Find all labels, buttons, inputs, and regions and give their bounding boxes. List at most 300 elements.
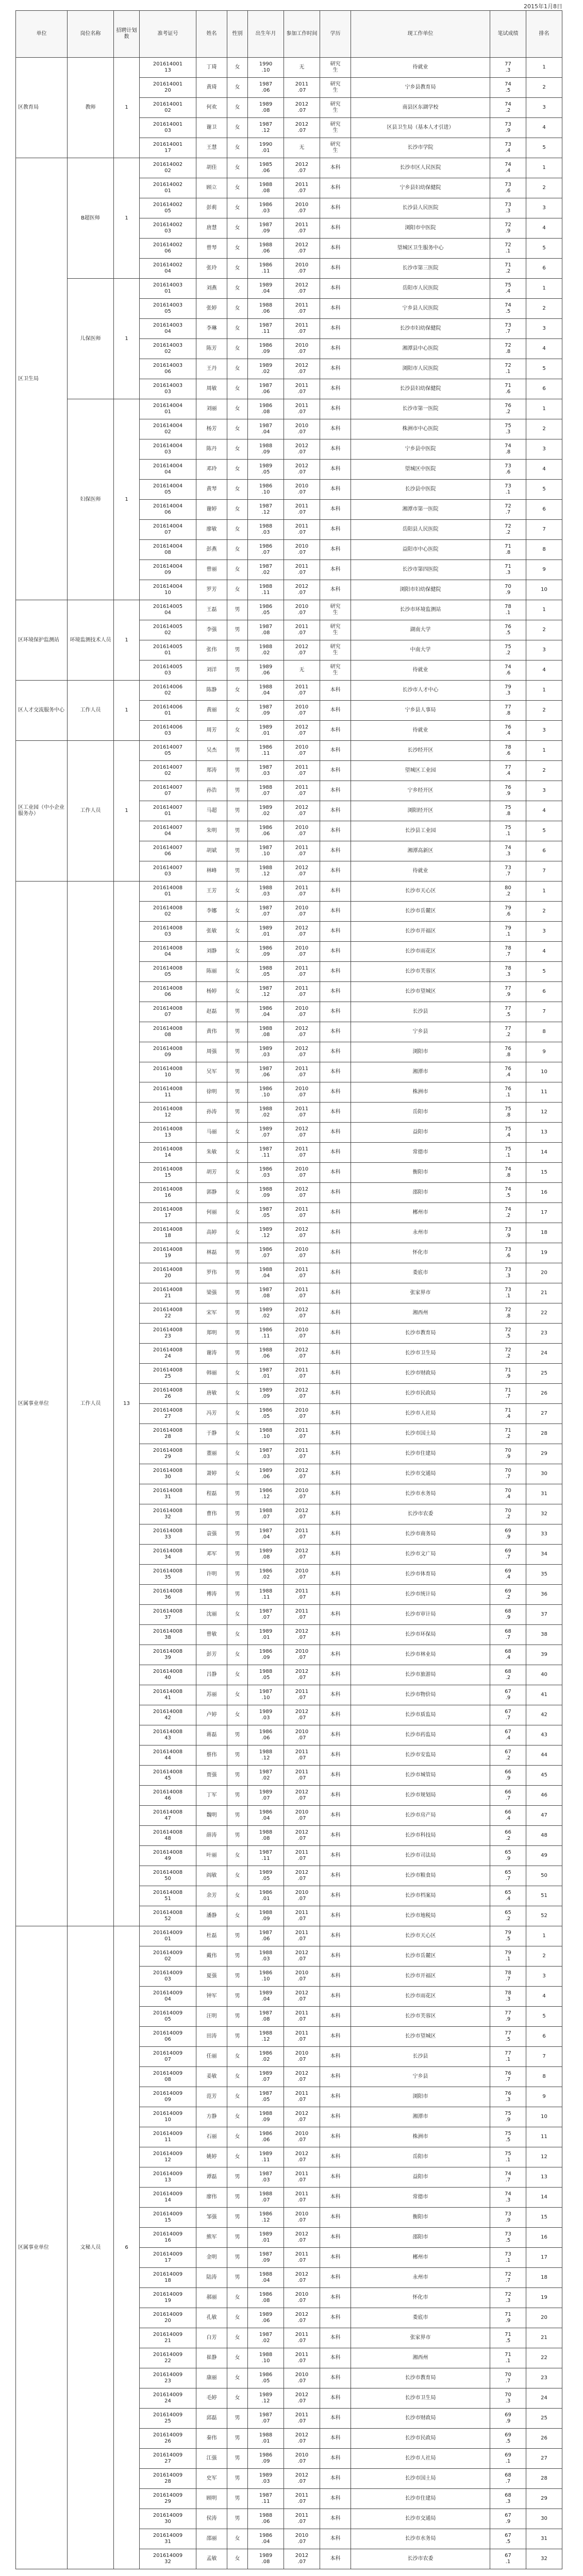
cell-exam-id: 201614008 20 bbox=[140, 1263, 196, 1283]
cell-exam-id: 201614008 15 bbox=[140, 1163, 196, 1183]
cell-birth: 1987 .11 bbox=[248, 1846, 284, 1866]
cell-gender: 女 bbox=[227, 2328, 248, 2348]
cell-education: 本科 bbox=[320, 1364, 351, 1384]
cell-rank: 1 bbox=[526, 279, 562, 299]
cell-education: 研究 生 bbox=[320, 98, 351, 118]
cell-education: 本科 bbox=[320, 239, 351, 259]
cell-name: 冯芳 bbox=[196, 1404, 227, 1424]
cell-score: 73 .9 bbox=[490, 1223, 526, 1243]
cell-employer: 待就业 bbox=[351, 721, 490, 741]
cell-birth: 1989 .06 bbox=[248, 660, 284, 681]
cell-exam-id: 201614008 42 bbox=[140, 1705, 196, 1725]
cell-exam-id: 201614003 04 bbox=[140, 319, 196, 339]
cell-birth: 1989 .02 bbox=[248, 1303, 284, 1324]
cell-score: 73 .7 bbox=[490, 319, 526, 339]
table-row bbox=[16, 1926, 562, 1946]
cell-name: 丁琦 bbox=[196, 58, 227, 78]
cell-name: 孔敏 bbox=[196, 2308, 227, 2328]
cell-work-start: 2011 .07 bbox=[284, 1926, 320, 1946]
cell-rank: 24 bbox=[526, 2388, 562, 2409]
cell-birth: 1989 .08 bbox=[248, 98, 284, 118]
cell-birth: 1986 .09 bbox=[248, 2449, 284, 2469]
cell-employer: 湘潭县中心医院 bbox=[351, 339, 490, 359]
cell-exam-id: 201614008 18 bbox=[140, 1223, 196, 1243]
cell-name: 郑明 bbox=[196, 1324, 227, 1344]
cell-gender: 女 bbox=[227, 359, 248, 379]
cell-gender: 男 bbox=[227, 2469, 248, 2489]
cell-score: 75 .1 bbox=[490, 2147, 526, 2167]
cell-unit: 区人才交流服务中心 bbox=[16, 681, 68, 741]
cell-work-start: 2011 .07 bbox=[284, 1585, 320, 1605]
cell-birth: 1987 .07 bbox=[248, 1605, 284, 1625]
cell-score: 76 .2 bbox=[490, 399, 526, 419]
cell-name: 郝丽 bbox=[196, 2288, 227, 2308]
cell-score: 67 .5 bbox=[490, 2529, 526, 2549]
cell-employer: 宁乡县教育局 bbox=[351, 78, 490, 98]
cell-employer: 长沙市地税局 bbox=[351, 1906, 490, 1926]
cell-name: 黄琴 bbox=[196, 480, 227, 500]
cell-work-start: 2012 .07 bbox=[284, 861, 320, 882]
cell-rank: 29 bbox=[526, 1444, 562, 1464]
cell-post: 教师 bbox=[68, 58, 114, 158]
cell-rank: 10 bbox=[526, 580, 562, 600]
cell-gender: 男 bbox=[227, 2449, 248, 2469]
cell-education: 本科 bbox=[320, 1906, 351, 1926]
cell-work-start: 2012 .07 bbox=[284, 1946, 320, 1967]
cell-education: 本科 bbox=[320, 1745, 351, 1766]
cell-education: 本科 bbox=[320, 540, 351, 560]
cell-rank: 22 bbox=[526, 2348, 562, 2368]
cell-name: 孙浩 bbox=[196, 781, 227, 801]
cell-gender: 女 bbox=[227, 1183, 248, 1203]
cell-work-start: 2012 .07 bbox=[284, 2228, 320, 2248]
cell-score: 71 .9 bbox=[490, 2308, 526, 2328]
cell-rank: 2 bbox=[526, 902, 562, 922]
cell-birth: 1988 .01 bbox=[248, 2429, 284, 2449]
cell-exam-id: 201614003 05 bbox=[140, 299, 196, 319]
cell-education: 本科 bbox=[320, 2489, 351, 2509]
cell-work-start: 2010 .07 bbox=[284, 540, 320, 560]
cell-employer: 长沙市国土局 bbox=[351, 2469, 490, 2489]
cell-exam-id: 201614008 28 bbox=[140, 1424, 196, 1444]
cell-rank: 37 bbox=[526, 1605, 562, 1625]
cell-birth: 1987 .06 bbox=[248, 379, 284, 399]
cell-name: 程磊 bbox=[196, 1484, 227, 1504]
cell-employer: 长沙市开福区 bbox=[351, 1967, 490, 1987]
cell-work-start: 2011 .07 bbox=[284, 2409, 320, 2429]
cell-education: 本科 bbox=[320, 1987, 351, 2007]
cell-birth: 1987 .04 bbox=[248, 419, 284, 439]
cell-gender: 女 bbox=[227, 2087, 248, 2107]
cell-gender: 男 bbox=[227, 741, 248, 761]
cell-birth: 1986 .06 bbox=[248, 2127, 284, 2147]
cell-rank: 4 bbox=[526, 1987, 562, 2007]
cell-work-start: 2012 .07 bbox=[284, 1464, 320, 1484]
cell-rank: 11 bbox=[526, 1082, 562, 1103]
cell-score: 79 .1 bbox=[490, 1946, 526, 1967]
cell-work-start: 2011 .07 bbox=[284, 781, 320, 801]
cell-score: 77 .4 bbox=[490, 761, 526, 781]
cell-plan: 1 bbox=[114, 681, 140, 741]
cell-birth: 1987 .10 bbox=[248, 1685, 284, 1705]
cell-birth: 1986 .10 bbox=[248, 480, 284, 500]
cell-education: 本科 bbox=[320, 2248, 351, 2268]
cell-employer: 望城区工业园 bbox=[351, 761, 490, 781]
cell-score: 78 .6 bbox=[490, 741, 526, 761]
cell-exam-id: 201614006 03 bbox=[140, 721, 196, 741]
cell-exam-id: 201614009 08 bbox=[140, 2067, 196, 2087]
cell-birth: 1986 .12 bbox=[248, 2208, 284, 2228]
cell-education: 本科 bbox=[320, 1424, 351, 1444]
cell-exam-id: 201614002 01 bbox=[140, 178, 196, 198]
cell-work-start: 2012 .07 bbox=[284, 1866, 320, 1886]
cell-work-start: 2012 .07 bbox=[284, 1987, 320, 2007]
cell-gender: 男 bbox=[227, 2409, 248, 2429]
cell-education: 本科 bbox=[320, 1002, 351, 1022]
cell-score: 70 .9 bbox=[490, 1444, 526, 1464]
cell-rank: 1 bbox=[526, 741, 562, 761]
cell-employer: 株洲市 bbox=[351, 2127, 490, 2147]
cell-employer: 长沙市岳麓区 bbox=[351, 1946, 490, 1967]
cell-name: 崔静 bbox=[196, 2348, 227, 2368]
cell-gender: 男 bbox=[227, 2188, 248, 2208]
cell-education: 本科 bbox=[320, 520, 351, 540]
cell-score: 77 .9 bbox=[490, 982, 526, 1002]
cell-education: 本科 bbox=[320, 982, 351, 1002]
cell-gender: 男 bbox=[227, 1967, 248, 1987]
cell-employer: 长沙市质监局 bbox=[351, 1705, 490, 1725]
cell-gender: 女 bbox=[227, 1444, 248, 1464]
cell-gender: 男 bbox=[227, 1524, 248, 1545]
cell-score: 74 .8 bbox=[490, 439, 526, 460]
cell-birth: 1987 .11 bbox=[248, 1143, 284, 1163]
cell-gender: 女 bbox=[227, 942, 248, 962]
cell-name: 张玲 bbox=[196, 259, 227, 279]
cell-name: 刘丽 bbox=[196, 399, 227, 419]
cell-birth: 1987 .06 bbox=[248, 1926, 284, 1946]
cell-work-start: 2012 .07 bbox=[284, 2147, 320, 2167]
cell-employer: 长沙市农委 bbox=[351, 2549, 490, 2569]
cell-score: 77 .9 bbox=[490, 2007, 526, 2027]
cell-rank: 31 bbox=[526, 1484, 562, 1504]
cell-score: 72 .8 bbox=[490, 1303, 526, 1324]
cell-score: 73 .6 bbox=[490, 178, 526, 198]
cell-exam-id: 201614008 43 bbox=[140, 1725, 196, 1745]
cell-work-start: 2010 .07 bbox=[284, 339, 320, 359]
cell-score: 70 .7 bbox=[490, 1464, 526, 1484]
cell-education: 本科 bbox=[320, 339, 351, 359]
cell-name: 薛涛 bbox=[196, 1826, 227, 1846]
cell-score: 74 .7 bbox=[490, 2167, 526, 2188]
cell-work-start: 2010 .07 bbox=[284, 2449, 320, 2469]
cell-birth: 1988 .03 bbox=[248, 1946, 284, 1967]
cell-education: 本科 bbox=[320, 882, 351, 902]
cell-exam-id: 201614008 27 bbox=[140, 1404, 196, 1424]
cell-birth: 1989 .05 bbox=[248, 1866, 284, 1886]
cell-education: 本科 bbox=[320, 902, 351, 922]
cell-name: 顾立 bbox=[196, 178, 227, 198]
cell-score: 65 .7 bbox=[490, 1866, 526, 1886]
cell-score: 77 .5 bbox=[490, 2027, 526, 2047]
cell-birth: 1988 .08 bbox=[248, 1826, 284, 1846]
col-header-post: 岗位名称 bbox=[68, 11, 114, 58]
cell-birth: 1988 .12 bbox=[248, 1745, 284, 1766]
cell-work-start: 2011 .07 bbox=[284, 1143, 320, 1163]
cell-gender: 女 bbox=[227, 1906, 248, 1926]
cell-rank: 13 bbox=[526, 2167, 562, 2188]
cell-rank: 3 bbox=[526, 781, 562, 801]
cell-employer: 永州市 bbox=[351, 1223, 490, 1243]
cell-rank: 21 bbox=[526, 2328, 562, 2348]
table-row bbox=[16, 158, 562, 178]
cell-education: 本科 bbox=[320, 1303, 351, 1324]
cell-score: 78 .3 bbox=[490, 1987, 526, 2007]
cell-gender: 女 bbox=[227, 2388, 248, 2409]
cell-employer: 衡阳市 bbox=[351, 1163, 490, 1183]
cell-work-start: 2011 .07 bbox=[284, 2087, 320, 2107]
table-row bbox=[16, 279, 562, 299]
cell-work-start: 2010 .07 bbox=[284, 942, 320, 962]
col-header-exam-id: 准考证号 bbox=[140, 11, 196, 58]
cell-employer: 长沙县中医院 bbox=[351, 480, 490, 500]
cell-education: 本科 bbox=[320, 1625, 351, 1645]
cell-rank: 2 bbox=[526, 78, 562, 98]
cell-exam-id: 201614008 48 bbox=[140, 1826, 196, 1846]
cell-work-start: 2010 .07 bbox=[284, 1404, 320, 1424]
cell-score: 68 .9 bbox=[490, 1605, 526, 1625]
cell-score: 71 .4 bbox=[490, 1404, 526, 1424]
cell-rank: 32 bbox=[526, 1504, 562, 1524]
cell-exam-id: 201614008 25 bbox=[140, 1364, 196, 1384]
col-header-unit: 单位 bbox=[16, 11, 68, 58]
cell-employer: 长沙市住建局 bbox=[351, 1444, 490, 1464]
cell-education: 本科 bbox=[320, 942, 351, 962]
cell-rank: 2 bbox=[526, 701, 562, 721]
cell-education: 本科 bbox=[320, 2067, 351, 2087]
cell-work-start: 2012 .07 bbox=[284, 2067, 320, 2087]
cell-name: 张伟 bbox=[196, 640, 227, 660]
cell-gender: 女 bbox=[227, 379, 248, 399]
cell-work-start: 2012 .07 bbox=[284, 2388, 320, 2409]
cell-plan: 1 bbox=[114, 158, 140, 279]
cell-work-start: 2012 .07 bbox=[284, 279, 320, 299]
cell-work-start: 2010 .07 bbox=[284, 480, 320, 500]
cell-name: 邓军 bbox=[196, 1545, 227, 1565]
cell-name: 邵丽 bbox=[196, 2529, 227, 2549]
cell-employer: 长沙市安监局 bbox=[351, 1745, 490, 1766]
cell-birth: 1989 .07 bbox=[248, 2067, 284, 2087]
cell-employer: 长沙市药监局 bbox=[351, 1725, 490, 1745]
cell-score: 69 .7 bbox=[490, 1545, 526, 1565]
cell-exam-id: 201614008 17 bbox=[140, 1203, 196, 1223]
cell-employer: 郴州市 bbox=[351, 2248, 490, 2268]
cell-work-start: 无 bbox=[284, 58, 320, 78]
cell-gender: 男 bbox=[227, 1002, 248, 1022]
cell-gender: 男 bbox=[227, 1082, 248, 1103]
cell-employer: 长沙市规划局 bbox=[351, 1786, 490, 1806]
cell-score: 69 .1 bbox=[490, 2449, 526, 2469]
cell-education: 本科 bbox=[320, 580, 351, 600]
cell-exam-id: 201614008 04 bbox=[140, 942, 196, 962]
cell-gender: 女 bbox=[227, 520, 248, 540]
cell-education: 本科 bbox=[320, 761, 351, 781]
cell-rank: 2 bbox=[526, 178, 562, 198]
cell-rank: 33 bbox=[526, 1524, 562, 1545]
cell-rank: 6 bbox=[526, 841, 562, 861]
cell-work-start: 2010 .07 bbox=[284, 1484, 320, 1504]
cell-name: 方静 bbox=[196, 2107, 227, 2127]
cell-gender: 女 bbox=[227, 138, 248, 158]
cell-education: 本科 bbox=[320, 821, 351, 841]
cell-name: 曹伟 bbox=[196, 1504, 227, 1524]
cell-name: 萧婷 bbox=[196, 1464, 227, 1484]
cell-birth: 1987 .11 bbox=[248, 2489, 284, 2509]
cell-name: 丁军 bbox=[196, 1786, 227, 1806]
cell-education: 本科 bbox=[320, 2007, 351, 2027]
cell-work-start: 2011 .07 bbox=[284, 681, 320, 701]
cell-work-start: 2012 .07 bbox=[284, 721, 320, 741]
cell-education: 本科 bbox=[320, 1866, 351, 1886]
cell-name: 朱敏 bbox=[196, 1143, 227, 1163]
cell-name: 侯涛 bbox=[196, 2509, 227, 2529]
cell-employer: 株洲市中心医院 bbox=[351, 419, 490, 439]
cell-employer: 长沙市人才中心 bbox=[351, 681, 490, 701]
cell-score: 74 .3 bbox=[490, 841, 526, 861]
cell-post: B超医师 bbox=[68, 158, 114, 279]
cell-name: 王磊 bbox=[196, 600, 227, 620]
cell-gender: 男 bbox=[227, 1826, 248, 1846]
cell-name: 袁强 bbox=[196, 1524, 227, 1545]
cell-birth: 1987 .07 bbox=[248, 2409, 284, 2429]
cell-gender: 男 bbox=[227, 1344, 248, 1364]
cell-exam-id: 201614009 14 bbox=[140, 2188, 196, 2208]
cell-work-start: 2012 .07 bbox=[284, 2549, 320, 2569]
cell-gender: 女 bbox=[227, 178, 248, 198]
cell-name: 董丽 bbox=[196, 1444, 227, 1464]
cell-education: 本科 bbox=[320, 1223, 351, 1243]
cell-education: 本科 bbox=[320, 2509, 351, 2529]
cell-rank: 47 bbox=[526, 1806, 562, 1826]
cell-name: 赵磊 bbox=[196, 1002, 227, 1022]
cell-score: 65 .9 bbox=[490, 1846, 526, 1866]
cell-exam-id: 201614008 46 bbox=[140, 1786, 196, 1806]
cell-rank: 9 bbox=[526, 1042, 562, 1062]
cell-education: 本科 bbox=[320, 1806, 351, 1826]
cell-score: 78 .1 bbox=[490, 600, 526, 620]
cell-rank: 17 bbox=[526, 2248, 562, 2268]
cell-work-start: 2011 .07 bbox=[284, 1685, 320, 1705]
cell-name: 彭燕 bbox=[196, 540, 227, 560]
cell-exam-id: 201614008 01 bbox=[140, 882, 196, 902]
cell-exam-id: 201614005 03 bbox=[140, 660, 196, 681]
cell-employer: 长沙市开福区 bbox=[351, 922, 490, 942]
cell-employer: 长沙市岳麓区 bbox=[351, 902, 490, 922]
cell-birth: 1987 .12 bbox=[248, 118, 284, 138]
cell-exam-id: 201614004 05 bbox=[140, 480, 196, 500]
cell-name: 刘静 bbox=[196, 942, 227, 962]
cell-work-start: 2010 .07 bbox=[284, 741, 320, 761]
cell-birth: 1987 .02 bbox=[248, 2328, 284, 2348]
cell-employer: 长沙市水务局 bbox=[351, 2529, 490, 2549]
cell-score: 66 .9 bbox=[490, 1766, 526, 1786]
cell-birth: 1989 .06 bbox=[248, 2308, 284, 2328]
cell-name: 王芳 bbox=[196, 882, 227, 902]
cell-score: 76 .7 bbox=[490, 2067, 526, 2087]
cell-score: 69 .9 bbox=[490, 2409, 526, 2429]
cell-birth: 1986 .08 bbox=[248, 399, 284, 419]
cell-work-start: 2012 .07 bbox=[284, 2308, 320, 2328]
cell-education: 本科 bbox=[320, 560, 351, 580]
cell-score: 77 .3 bbox=[490, 58, 526, 78]
cell-gender: 男 bbox=[227, 1926, 248, 1946]
cell-gender: 男 bbox=[227, 781, 248, 801]
cell-employer: 长沙市卫生局 bbox=[351, 2388, 490, 2409]
cell-score: 71 .7 bbox=[490, 1384, 526, 1404]
cell-name: 朱明 bbox=[196, 821, 227, 841]
cell-exam-id: 201614009 31 bbox=[140, 2529, 196, 2549]
cell-gender: 男 bbox=[227, 1022, 248, 1042]
cell-employer: 长沙市文广局 bbox=[351, 1545, 490, 1565]
cell-rank: 1 bbox=[526, 399, 562, 419]
cell-exam-id: 201614009 30 bbox=[140, 2509, 196, 2529]
cell-employer: 长沙县 bbox=[351, 1002, 490, 1022]
cell-employer: 宁乡县 bbox=[351, 1022, 490, 1042]
cell-rank: 14 bbox=[526, 1143, 562, 1163]
cell-birth: 1988 .09 bbox=[248, 2107, 284, 2127]
cell-exam-id: 201614008 19 bbox=[140, 1243, 196, 1263]
cell-birth: 1986 .03 bbox=[248, 1163, 284, 1183]
cell-score: 66 .2 bbox=[490, 1826, 526, 1846]
cell-education: 本科 bbox=[320, 1283, 351, 1303]
cell-education: 研究 生 bbox=[320, 620, 351, 640]
cell-employer: 长沙市望城区 bbox=[351, 982, 490, 1002]
cell-gender: 男 bbox=[227, 1484, 248, 1504]
cell-education: 本科 bbox=[320, 2288, 351, 2308]
cell-birth: 1989 .04 bbox=[248, 1987, 284, 2007]
cell-birth: 1986 .05 bbox=[248, 1404, 284, 1424]
cell-exam-id: 201614009 32 bbox=[140, 2549, 196, 2569]
cell-exam-id: 201614008 47 bbox=[140, 1806, 196, 1826]
cell-work-start: 2012 .07 bbox=[284, 158, 320, 178]
cell-gender: 女 bbox=[227, 922, 248, 942]
cell-name: 高婷 bbox=[196, 1223, 227, 1243]
cell-exam-id: 201614002 05 bbox=[140, 198, 196, 218]
cell-work-start: 2010 .07 bbox=[284, 1002, 320, 1022]
cell-birth: 1987 .06 bbox=[248, 78, 284, 98]
cell-work-start: 2011 .07 bbox=[284, 319, 320, 339]
cell-rank: 43 bbox=[526, 1725, 562, 1745]
cell-score: 77 .5 bbox=[490, 1002, 526, 1022]
cell-work-start: 2010 .07 bbox=[284, 1725, 320, 1745]
cell-exam-id: 201614008 52 bbox=[140, 1906, 196, 1926]
cell-employer: 长沙市科技局 bbox=[351, 1826, 490, 1846]
cell-work-start: 2011 .07 bbox=[284, 1424, 320, 1444]
cell-birth: 1988 .11 bbox=[248, 580, 284, 600]
cell-plan: 6 bbox=[114, 1926, 140, 2569]
cell-rank: 46 bbox=[526, 1786, 562, 1806]
cell-work-start: 2011 .07 bbox=[284, 761, 320, 781]
cell-gender: 男 bbox=[227, 2208, 248, 2228]
table-row bbox=[16, 600, 562, 620]
cell-education: 本科 bbox=[320, 2208, 351, 2228]
cell-gender: 男 bbox=[227, 1263, 248, 1283]
cell-post: 儿保医师 bbox=[68, 279, 114, 399]
cell-employer: 长沙市雨花区 bbox=[351, 942, 490, 962]
cell-birth: 1985 .06 bbox=[248, 158, 284, 178]
cell-name: 胡斌 bbox=[196, 841, 227, 861]
cell-score: 71 .3 bbox=[490, 560, 526, 580]
cell-work-start: 2012 .07 bbox=[284, 640, 320, 660]
